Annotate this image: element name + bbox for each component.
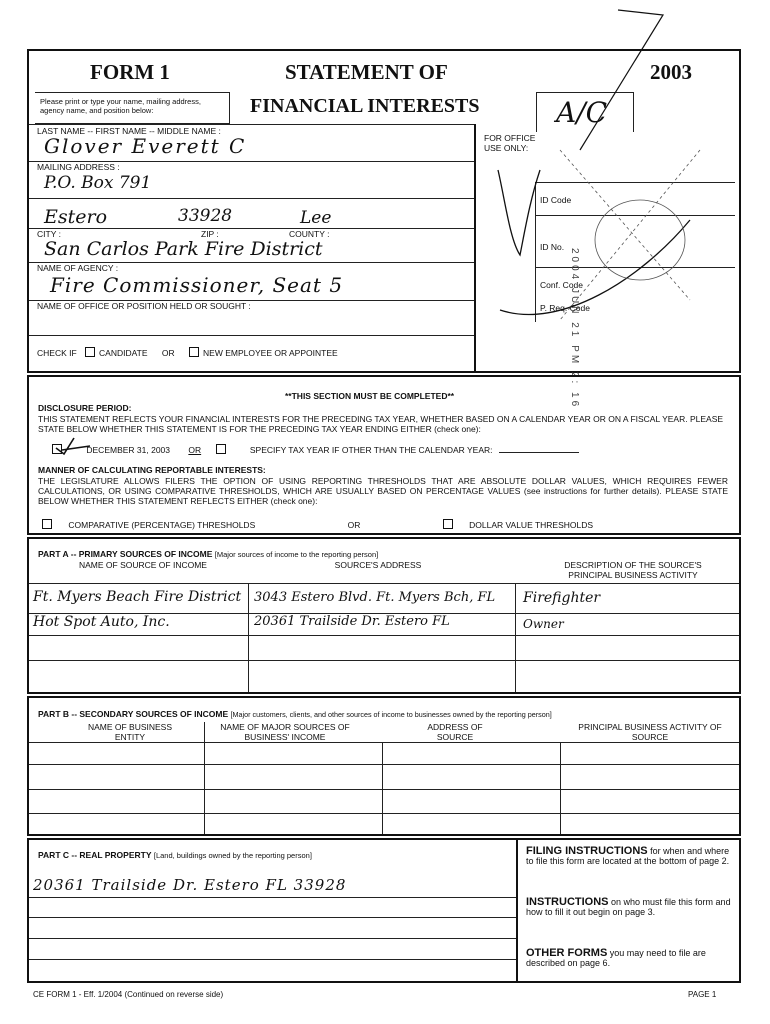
ac-annotation: A/C — [556, 96, 608, 129]
candidate-label: CANDIDATE — [99, 348, 148, 358]
period-title: DISCLOSURE PERIOD: — [38, 403, 132, 413]
period-or: OR — [188, 445, 202, 455]
footer-left: CE FORM 1 - Eff. 1/2004 (Continued on reverse side) — [33, 990, 224, 999]
part-a-col3: DESCRIPTION OF THE SOURCE'S PRINCIPAL BUSINESS ACTIVITY — [564, 560, 702, 580]
check-or-label: OR — [161, 348, 175, 358]
position-value: Fire Commissioner, Seat 5 — [50, 273, 344, 297]
mailing-value: P.O. Box 791 — [44, 173, 152, 193]
zip-value: 33928 — [178, 206, 233, 226]
id-code-label: ID Code — [540, 195, 572, 205]
part-c-entry: 20361 Trailside Dr. Estero FL 33928 — [33, 876, 347, 894]
name-value: Glover Everett C — [44, 134, 247, 158]
part-a-row1-address: 3043 Estero Blvd. Ft. Myers Bch, FL — [254, 590, 496, 605]
period-options — [52, 444, 732, 455]
city-label: CITY : — [37, 229, 61, 239]
position-label: NAME OF OFFICE OR POSITION HELD OR SOUGHT : — [37, 301, 251, 311]
print-instruction: Please print or type your name, mailing address, agency name, and position below: — [40, 97, 201, 115]
name-label: LAST NAME -- FIRST NAME -- MIDDLE NAME : — [37, 126, 221, 136]
manner-options — [42, 519, 732, 530]
part-a-col2: SOURCE'S ADDRESS — [334, 560, 422, 570]
part-b-col2: NAME OF MAJOR SOURCES OF BUSINESS' INCOME — [220, 722, 350, 742]
part-a-heading — [38, 549, 678, 560]
new-employee-label: NEW EMPLOYEE OR APPOINTEE — [203, 348, 338, 358]
filing-instructions-title: FILING INSTRUCTIONS — [526, 845, 648, 857]
comparative-label: COMPARATIVE (PERCENTAGE) THRESHOLDS — [68, 520, 256, 530]
pen-marks — [0, 0, 770, 400]
county-value: Lee — [300, 208, 332, 228]
office-use-line1: FOR OFFICE — [484, 133, 536, 143]
manner-text: THE LEGISLATURE ALLOWS FILERS THE OPTION OF USING REPORTING THRESHOLDS THAT ARE ABSOLUTE DOLLAR VALUES, WHICH REQUIRES FEWER CALCULATIONS, OR USING COMPARATIVE THRESHOLDS, WHICH ARE USUALLY BASED ON PERCENTAGE VALUES (see instructions for further details). PLEASE STATE BELOW WHETHER THIS STATEMENT REFLECTS EITHER (check one): — [38, 476, 728, 506]
part-b-subtitle: [Major customers, clients, and other sources of income to businesses owned by the reporting person] — [230, 710, 552, 719]
form-year: 2003 — [650, 60, 692, 84]
part-b-col4: PRINCIPAL BUSINESS ACTIVITY OF SOURCE — [578, 722, 722, 742]
county-label: COUNTY : — [289, 229, 330, 239]
dollar-label: DOLLAR VALUE THRESHOLDS — [469, 520, 594, 530]
footer-page: PAGE 1 — [688, 990, 717, 999]
comparative-checkbox[interactable] — [42, 519, 52, 529]
part-b-col1: NAME OF BUSINESS ENTITY — [87, 722, 173, 742]
part-a-row2-activity: Owner — [523, 617, 564, 631]
part-a-row1-activity: Firefighter — [523, 590, 601, 606]
part-c-subtitle: [Land, buildings owned by the reporting person] — [153, 851, 312, 860]
conf-code-label: Conf. Code — [540, 280, 583, 290]
preq-code-label: P. Req. Code — [540, 303, 590, 313]
other-forms-text: you may need to file are described on page 6. — [526, 948, 706, 968]
filing-instructions — [526, 846, 731, 866]
form-title-line1: STATEMENT OF — [285, 60, 448, 84]
part-a-row1-name: Ft. Myers Beach Fire District — [33, 589, 242, 605]
part-a-row2-address: 20361 Trailside Dr. Estero FL — [254, 614, 450, 629]
manner-or: OR — [347, 520, 361, 530]
part-b-col3: ADDRESS OF SOURCE — [427, 722, 483, 742]
manner-title: MANNER OF CALCULATING REPORTABLE INTERESTS: — [38, 465, 266, 475]
specify-checkbox[interactable] — [216, 444, 226, 454]
other-forms — [526, 948, 731, 968]
who-must-file — [526, 897, 731, 917]
must-complete-note: **THIS SECTION MUST BE COMPLETED** — [285, 391, 455, 401]
office-use-line2: USE ONLY: — [484, 143, 529, 153]
other-forms-title: OTHER FORMS — [526, 947, 608, 959]
who-must-file-text: on who must file this form and how to fill it out begin on page 3. — [526, 897, 731, 917]
period-text: THIS STATEMENT REFLECTS YOUR FINANCIAL INTERESTS FOR THE PRECEDING TAX YEAR, WHETHER BASED ON A CALENDAR YEAR OR ON A FISCAL YEAR. PLEASE STATE BELOW WHETHER THIS STATEMENT IS FOR THE PRECEDING TAX YEAR ENDING EITHER (check one): — [38, 414, 724, 434]
form-label: FORM 1 — [90, 60, 170, 84]
december-label: DECEMBER 31, 2003 — [86, 445, 170, 455]
specify-line[interactable] — [499, 452, 579, 453]
part-b-heading — [38, 709, 738, 720]
part-a-col1: NAME OF SOURCE OF INCOME — [79, 560, 207, 570]
part-c-title: PART C -- REAL PROPERTY — [38, 850, 152, 860]
form-title-line2: FINANCIAL INTERESTS — [250, 95, 480, 117]
check-mark-icon — [54, 436, 94, 458]
city-value: Estero — [44, 206, 108, 228]
part-a-subtitle: [Major sources of income to the reporting person] — [214, 550, 379, 559]
id-no-label: ID No. — [540, 242, 565, 252]
agency-label: NAME OF AGENCY : — [37, 263, 119, 273]
filing-instructions-text: for when and where to file this form are located at the bottom of page 2. — [526, 846, 730, 866]
part-a-title: PART A -- PRIMARY SOURCES OF INCOME — [38, 549, 213, 559]
zip-label: ZIP : — [201, 229, 219, 239]
agency-value: San Carlos Park Fire District — [44, 238, 323, 260]
part-b-title: PART B -- SECONDARY SOURCES OF INCOME — [38, 709, 229, 719]
part-c-heading — [38, 850, 508, 861]
specify-label: SPECIFY TAX YEAR IF OTHER THAN THE CALENDAR YEAR: — [249, 445, 493, 455]
received-stamp: 2004 JUN 21 PM 2: 16 — [569, 248, 580, 410]
dollar-checkbox[interactable] — [443, 519, 453, 529]
part-a-row2-name: Hot Spot Auto, Inc. — [33, 614, 170, 630]
who-must-file-title: INSTRUCTIONS — [526, 896, 609, 908]
check-if-label: CHECK IF — [37, 348, 77, 358]
mailing-label: MAILING ADDRESS : — [37, 162, 120, 172]
